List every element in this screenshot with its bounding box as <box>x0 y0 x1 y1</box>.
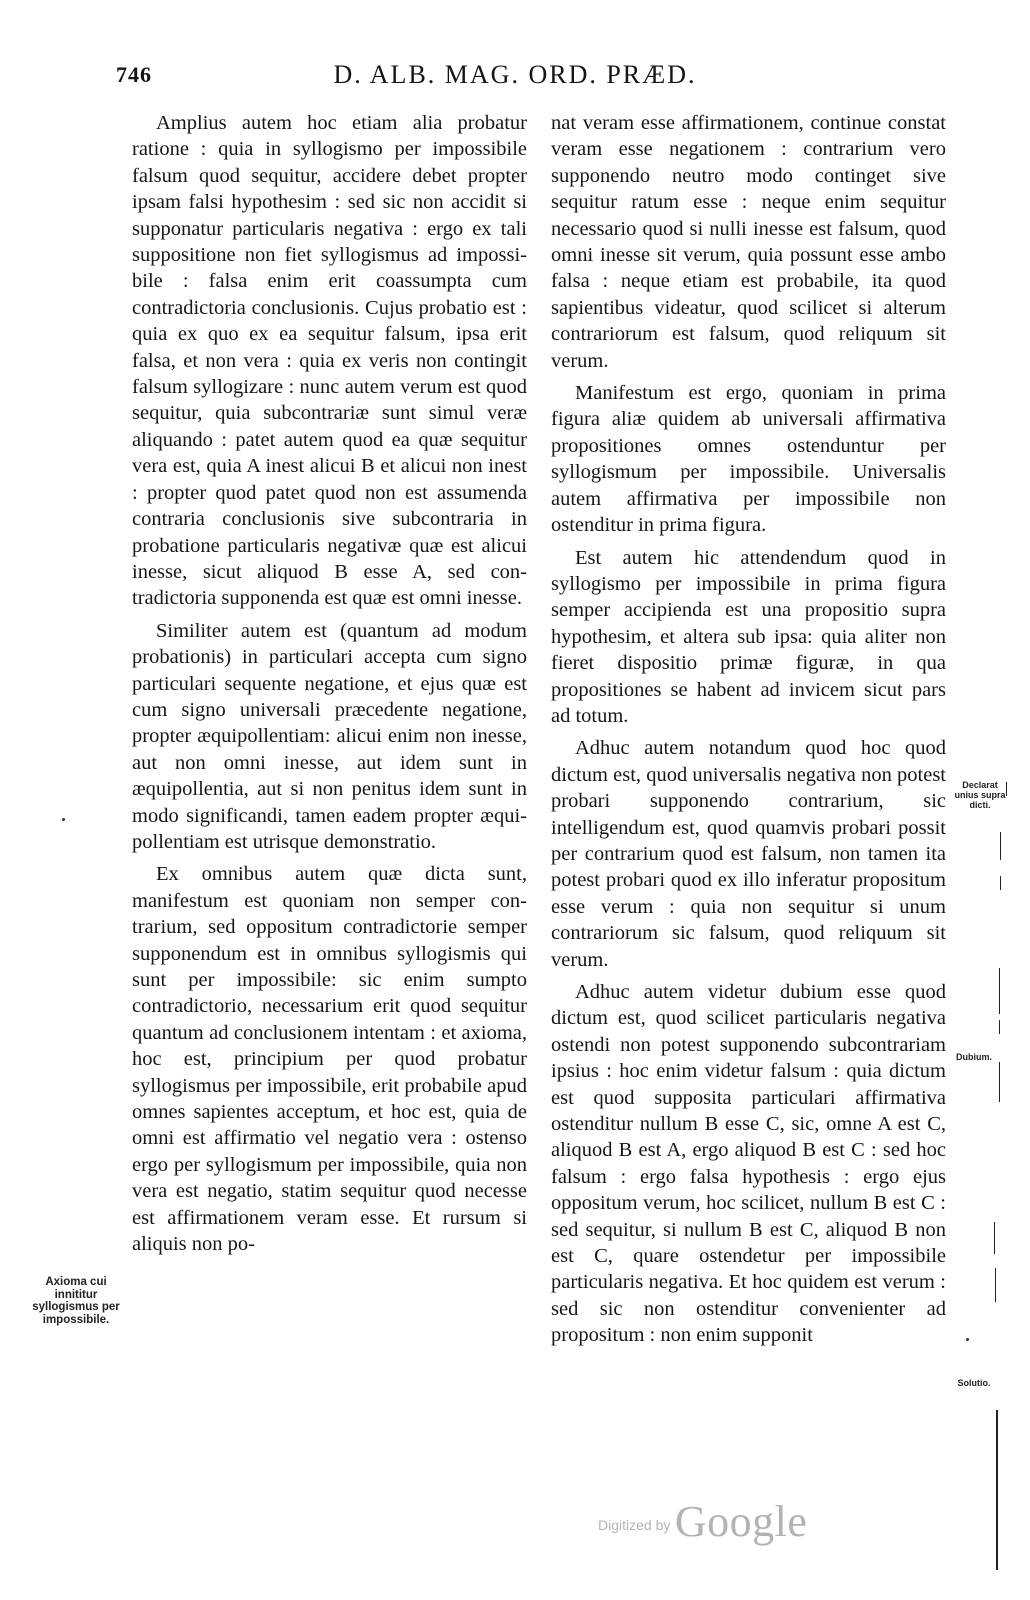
right-column <box>551 110 946 1355</box>
scan-speck <box>62 818 65 821</box>
digitized-by-google-watermark <box>598 1496 807 1547</box>
scan-edge-mark <box>1000 876 1001 890</box>
right-paragraph-4: Adhuc autem notandum quod hoc quod dictum est, quod universalis negativa non potest probari supponendo contrarium, sic intelligendum est, quod quamvis probari possit per contrarium quod est falsum, non tamen ita potest probari quod ex illo inferatur propositum esse verum : quia non sequitur si unum contrariorum sic falsum, quod reliquum sit verum. <box>551 737 946 971</box>
scan-edge-mark <box>1000 832 1001 860</box>
scan-edge-mark <box>999 968 1000 1014</box>
left-column <box>132 110 527 1263</box>
right-paragraph-2: Manifestum est ergo, quoniam in prima figura aliæ quidem ab universali affirmativa propositiones omnes ostenduntur per syllogismum per impossibile. Universalis autem affirmativa per impossibile non ostenditur in prima figura. <box>551 382 946 537</box>
left-paragraph-3: Ex omnibus autem quæ dicta sunt, manifestum est quoniam non semper contrarium, sed oppositum contradictorie semper supponendum est in omnibus syllogismis qui sunt per impossibile: sic enim sumpto contradictorio, necessarium erit quod sequitur quantum ad conclusionem intentam : et axioma, hoc est, principium per quod probatur syllogismus per impossibile, erit probabile apud omnes sapientes acceptum, et hoc est, quia de omni est affirmatio vel negatio vera : ostenso ergo per syllogismum per impossibile, quia non vera est negatio, statim sequitur quod necesse est affirmationem veram esse. Et rursum si aliquis non po- <box>132 863 527 1256</box>
marginal-note-axioma: Axioma cui innititur syllogismus per impossibile. <box>32 1276 120 1326</box>
scan-edge-mark <box>999 1020 1000 1034</box>
scan-edge-mark <box>1006 782 1007 796</box>
marginal-note-dubium: Dubium. <box>956 1052 992 1062</box>
scan-speck <box>966 1338 969 1341</box>
google-logo: Google <box>674 1497 808 1546</box>
page-number: 746 <box>116 62 152 87</box>
right-paragraph-5: Adhuc autem videtur dubium esse quod dictum est, quod scilicet particularis negativa ostendi non potest supponendo subcontrariam ipsius : hoc enim videtur falsum : quia dictum est quod supposita particulari affirmativa ostenditur nullum B esse C, sic, omne A est C, aliquod B est A, ergo aliquod B est C : sed hoc falsum : ergo falsa hypothesis : ergo ejus oppositum verum, hoc scilicet, nullum B est C : sed sequitur, si nullum B est C, aliquod B non est C, quare ostendetur per impossibile particularis negativa. Et hoc quidem est verum : sed sic non ostenditur convenienter ad propositum : non enim supponit <box>551 981 946 1347</box>
watermark-prefix: Digitized by <box>598 1517 671 1533</box>
marginal-note-solutio: Solutio. <box>957 1378 991 1388</box>
scan-edge-mark <box>994 1222 995 1254</box>
running-title: D. ALB. MAG. ORD. PRÆD. <box>333 60 697 89</box>
scan-edge-mark <box>999 1062 1000 1102</box>
right-paragraph-3: Est autem hic attendendum quod in syllogismo per impossibile in prima figura semper accipienda est una propositio supra hypothesim, et altera sub ipsa: quia aliter non fieret dispositio primæ figuræ, in qua propositiones se habent ad invicem sicut pars ad totum. <box>551 546 946 727</box>
scan-edge-mark <box>995 1268 996 1302</box>
scan-edge-mark <box>996 1410 998 1570</box>
right-paragraph-1: nat veram esse affirmationem, continue constat veram esse negationem : contrarium vero supponendo neutro modo continget sive sequitur ratum esse : neque enim sequitur necessario quod si nulli inesse est falsum, quod omni inesse sit verum, quia possunt esse ambo falsa : neque etiam est probabile, ita quod sapientibus videatur, quod scilicet si alterum contrariorum est falsum, quod reliquum sit verum. <box>551 112 946 372</box>
left-paragraph-1: Amplius autem hoc etiam alia probatur ratione : quia in syllogismo per impossibile falsum quod sequitur, accidere debet propter ipsam falsi hypothesim : sed sic non accidit si supponatur particularis negativa : ergo ex tali suppositione non fiet syllogismus ad impossibile : falsa enim erit coassumpta cum contradictoria conclusionis. Cujus probatio est : quia ex quo ex ea sequitur falsum, ipsa erit falsa, et non vera : quia ex veris non contingit falsum syllogizare : nunc autem verum est quod sequitur, quia subcontrariæ sunt simul veræ aliquando : patet autem quod ea quæ sequitur vera est, quia A inest alicui B et alicui non inest : propter quod patet quod non est assumenda contraria conclusionis sive subcontraria in probatione particularis negativæ quæ est alicui inesse, sicut aliquod B esse A, sed contradictoria supponenda est quæ est omni inesse. <box>132 112 527 610</box>
left-paragraph-2: Similiter autem est (quantum ad modum probationis) in particulari accepta cum signo particulari sequente negatione, et ejus quæ est cum signo universali præcedente negatione, propter æquipollentiam: alicui enim non inesse, aut non omni inesse, aut idem sunt in æquipollentia, aut si non penitus idem sunt in modo significandi, tamen eadem propter æquipollentiam est utrisque demonstratio. <box>132 619 527 853</box>
marginal-note-declarat: Declarat unius supra dicti. <box>954 780 1006 810</box>
